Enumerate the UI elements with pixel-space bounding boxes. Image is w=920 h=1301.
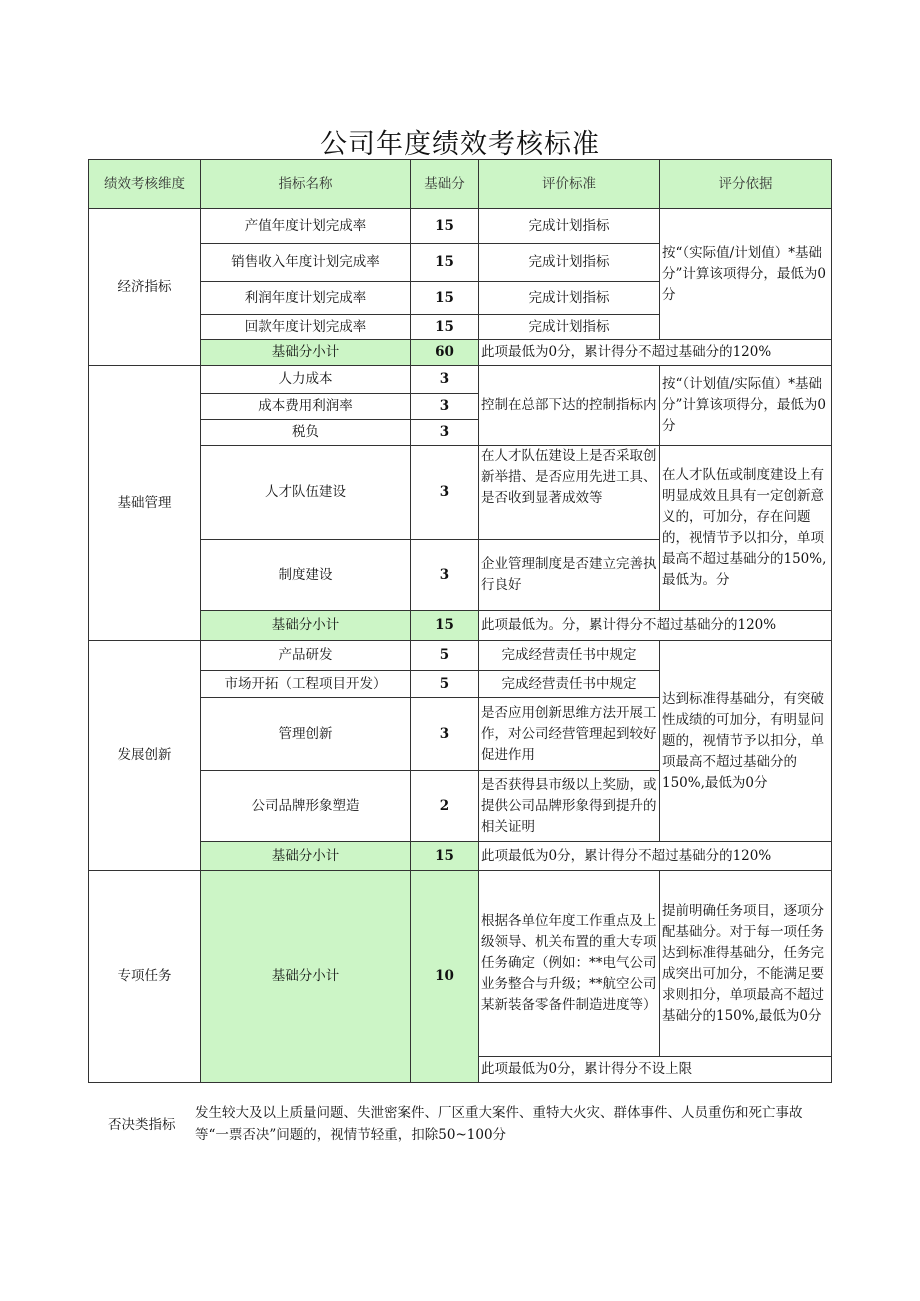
subtotal-score: 60 [411,340,479,366]
indicator-standard: 完成计划指标 [479,315,660,340]
indicator-score: 2 [411,771,479,842]
cost-standard: 控制在总部下达的控制指标内 [479,366,660,446]
indicator-name: 成本费用利润率 [201,394,411,420]
indicator-name: 税负 [201,420,411,446]
indicator-score: 3 [411,540,479,611]
subtotal-row [89,611,832,641]
indicator-name: 人才队伍建设 [201,446,411,540]
indicator-name: 销售收入年度计划完成率 [201,244,411,282]
table-row [89,446,832,540]
subtotal-label: 基础分小计 [201,842,411,871]
indicator-standard: 企业管理制度是否建立完善执行良好 [479,540,660,611]
special-basis: 提前明确任务项目，逐项分配基础分。对于每一项任务达到标准得基础分，任务完成突出可加分，不能满足要求则扣分，单项最高不超过基础分的150%,最低为0分 [660,871,832,1057]
table-row [89,871,832,1057]
table-row [89,209,832,244]
dimension-economic: 经济指标 [89,209,201,366]
special-standard: 根据各单位年度工作重点及上级领导、机关布置的重大专项任务确定（例如：**电气公司业务整合与升级；**航空公司某新装备零备件制造进度等） [479,871,660,1057]
subtotal-score: 15 [411,611,479,641]
indicator-name: 产值年度计划完成率 [201,209,411,244]
indicator-name: 回款年度计划完成率 [201,315,411,340]
indicator-score: 15 [411,282,479,315]
indicator-standard: 完成经营责任书中规定 [479,641,660,671]
indicator-name: 人力成本 [201,366,411,394]
dimension-management: 基础管理 [89,366,201,641]
subtotal-row [89,842,832,871]
indicator-score: 15 [411,315,479,340]
indicator-standard: 在人才队伍建设上是否采取创新举措、是否应用先进工具、是否收到显著成效等 [479,446,660,540]
page-title: 公司年度绩效考核标准 [320,129,600,160]
special-note: 此项最低为0分，累计得分不设上限 [479,1057,832,1083]
veto-text: 发生较大及以上质量问题、失泄密案件、厂区重大案件、重特大火灾、群体事件、人员重伤和死亡事故等“一票否决”问题的，视情节轻重，扣除50~100分 [195,1105,803,1143]
indicator-standard: 完成计划指标 [479,244,660,282]
indicator-standard: 完成计划指标 [479,282,660,315]
table-row [89,641,832,671]
indicator-score: 3 [411,698,479,771]
header-base-score: 基础分 [411,160,479,209]
subtotal-row [89,340,832,366]
indicator-score: 3 [411,394,479,420]
economic-basis: 按“（实际值/计划值）*基础分”计算该项得分，最低为0分 [660,209,832,340]
special-name: 基础分小计 [201,871,411,1083]
header-indicator-name: 指标名称 [201,160,411,209]
indicator-score: 15 [411,209,479,244]
innovation-basis: 达到标准得基础分，有突破性成绩的可加分，有明显问题的，视情节予以扣分，单项最高不超过基础分的150%,最低为0分 [660,641,832,842]
indicator-score: 5 [411,641,479,671]
indicator-name: 制度建设 [201,540,411,611]
subtotal-label: 基础分小计 [201,340,411,366]
indicator-standard: 是否应用创新思维方法开展工作，对公司经营管理起到较好促进作用 [479,698,660,771]
header-scoring-basis: 评分依据 [660,160,832,209]
indicator-score: 3 [411,446,479,540]
header-dimension: 绩效考核维度 [89,160,201,209]
indicator-score: 3 [411,366,479,394]
veto-label: 否决类指标 [108,1117,176,1133]
indicator-score: 5 [411,671,479,698]
subtotal-note: 此项最低为。分，累计得分不超过基础分的120% [479,611,832,641]
cost-basis: 按“（计划值/实际值）*基础分”计算该项得分，最低为0分 [660,366,832,446]
subtotal-note: 此项最低为0分，累计得分不超过基础分的120% [479,842,832,871]
table-header-row [89,160,832,209]
build-basis: 在人才队伍或制度建设上有明显成效且具有一定创新意义的，可加分，存在问题的，视情节予以扣分，单项最高不超过基础分的150%,最低为。分 [660,446,832,611]
special-score: 10 [411,871,479,1083]
subtotal-note: 此项最低为0分，累计得分不超过基础分的120% [479,340,832,366]
indicator-score: 15 [411,244,479,282]
dimension-innovation: 发展创新 [89,641,201,871]
indicator-name: 管理创新 [201,698,411,771]
indicator-standard: 完成计划指标 [479,209,660,244]
performance-table [88,159,832,1083]
indicator-standard: 完成经营责任书中规定 [479,671,660,698]
indicator-score: 3 [411,420,479,446]
indicator-name: 产品研发 [201,641,411,671]
dimension-special: 专项任务 [89,871,201,1083]
indicator-standard: 是否获得县市级以上奖励，或提供公司品牌形象得到提升的相关证明 [479,771,660,842]
indicator-name: 市场开拓（工程项目开发） [201,671,411,698]
subtotal-score: 15 [411,842,479,871]
subtotal-label: 基础分小计 [201,611,411,641]
header-evaluation-standard: 评价标准 [479,160,660,209]
indicator-name: 公司品牌形象塑造 [201,771,411,842]
indicator-name: 利润年度计划完成率 [201,282,411,315]
table-row [89,366,832,394]
